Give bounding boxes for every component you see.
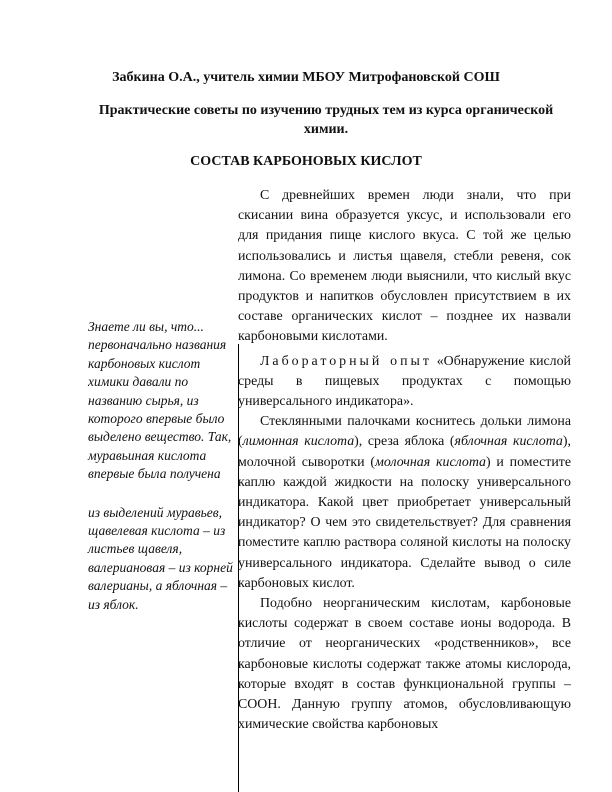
malic-acid-term: яблочная кислота (454, 434, 563, 450)
author-line: Забкина О.А., учитель химии МБОУ Митрофановской СОШ (112, 70, 500, 85)
sidebar-text-part2: из выделений муравьев, щавелевая кислота – из листьев щавеля, валериановая – из корней валерианы, а яблочная – (88, 504, 233, 594)
paragraph-lab-experiment (238, 352, 571, 413)
sidebar-did-you-know (88, 318, 238, 614)
subtitle: Практические советы по изучению трудных тем из курса органической химии. (98, 103, 554, 137)
lab-experiment-label: Лабораторный опыт (260, 353, 432, 369)
paragraph-procedure (238, 412, 571, 594)
procedure-text-b: ), среза яблока ( (354, 434, 455, 450)
lactic-acid-term: молочная кислота (375, 454, 486, 470)
sidebar-text-part1: Знаете ли вы, что... первоначально названия карбоновых кислот химики давали по названию сырья, из которого впервые было выделено вещество. Так, муравьиная кислота впервые была получена (88, 319, 232, 482)
procedure-text-c: ), молочной сыворотки ( (238, 434, 571, 470)
lab-experiment-title: «Обнаружение кислой среды в пищевых продуктах с помощью универсального индикатора». (238, 353, 571, 410)
lemon-acid-term: лимонная кислота (242, 434, 355, 450)
procedure-text-d: ) и поместите каплю каждой жидкости на полоску универсального индикатора. Какой цвет приобретает универсальный индикатор? О чем это свидетельствует? Для сравнения поместите каплю раствора соляной кислоты на полоску универсального индикатора. Сделайте вывод о силе карбоновых кислот. (238, 454, 571, 591)
paragraph-intro: С древнейших времен люди знали, что при скисании вина образуется уксус, и использовали его для придания пище кислого вкуса. С той же целью использовались и листья щавеля, стебли ревеня, сок лимона. Со временем люди выяснили, что кислый вкус продуктов и напитков обусловлен присутствием в их составе органических кислот – позднее их назвали карбоновыми кислотами. (238, 188, 571, 345)
page-title: СОСТАВ КАРБОНОВЫХ КИСЛОТ (190, 154, 422, 169)
procedure-text-a: Стеклянными палочками коснитесь дольки лимона ( (238, 414, 571, 450)
main-text (238, 186, 571, 735)
paragraph-composition: Подобно неорганическим кислотам, карбоновые кислоты содержат в своем составе ионы водорода. В отличие от неорганических «родственников», все карбоновые кислоты содержат также атомы кислорода, которые входят в состав функциональной группы –СООН. Данную группу атомов, обусловливающую химические свойства карбоновых (238, 596, 571, 733)
sidebar-text-part3: из яблок. (88, 596, 139, 612)
